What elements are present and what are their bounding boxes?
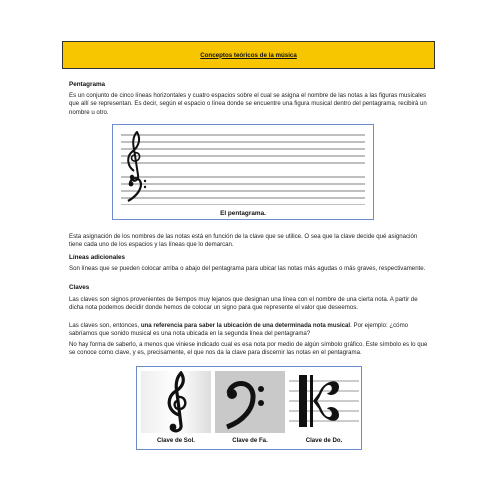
caption-bass-clef: Clave de Fa. [232, 437, 268, 444]
staff-figure [112, 124, 374, 220]
alto-clef-image [289, 371, 359, 433]
paragraph-claves-2-start: Las claves son, entonces, [69, 322, 141, 329]
paragraph-lineas-adicionales: Son líneas que se pueden colocar arriba o abajo del pentagrama para ubicar las notas más agudas o más graves, respectivamente. [69, 265, 426, 272]
alto-clef-icon [289, 371, 359, 433]
treble-clef-icon [141, 371, 211, 433]
heading-pentagrama: Pentagrama [69, 81, 106, 88]
heading-lineas-adicionales: Líneas adicionales [69, 254, 125, 261]
bass-clef-icon [128, 178, 146, 201]
paragraph-claves-2-bold: una referencia para saber la ubicación de una determinada nota musical [140, 322, 351, 329]
paragraph-claves-2-end: . Por ejemplo: ¿cómo sabríamos que sonido musical es una nota ubicada en la segunda línea del pentagrama? [69, 322, 409, 338]
staff-caption: El pentagrama. [220, 210, 266, 217]
paragraph-asignacion: Esta asignación de los nombres de las notas está en función de la clave que se utilice. O sea que la clave decide qué asignación tiene cada uno de los espacios y las líneas que lo demarcan. [69, 233, 418, 249]
treble-clef-icon [128, 132, 139, 181]
paragraph-claves-1: Las claves son signos provenientes de tiempos muy lejanos que designan una línea con el nombre de una cierta nota. A partir de dicha nota podemos decidir donde hemos de colocar un signo para que represente el valor que deseemos. [69, 296, 418, 312]
bass-clef-icon [215, 371, 285, 433]
bass-clef-image [215, 371, 285, 433]
caption-alto-clef: Clave de Do. [305, 437, 343, 444]
heading-claves: Claves [69, 284, 90, 291]
treble-clef-image [141, 371, 211, 433]
clefs-figure [136, 366, 362, 450]
paragraph-claves-3: No hay forma de saberlo, a menos que viniese indicado cual es esa nota por medio de algún símbolo gráfico. Este símbolo es lo que se conoce como clave, y es, precisamente, el que nos da la clave para discernir las notas en el pentagrama. [69, 341, 428, 357]
page-title: Conceptos teóricos de la música [200, 51, 297, 59]
caption-treble-clef: Clave de Sol. [157, 437, 195, 444]
staff-diagram [121, 131, 365, 205]
title-banner [62, 41, 435, 69]
paragraph-pentagrama: Es un conjunto de cinco líneas horizontales y cuatro espacios sobre el cual se asigna el nombre de las notas a las figuras musicales que allí se representan. Es decir, según el espacio o línea donde se encuentre una figura musical dentro del pentagrama, recibirá un nombre u otro. [69, 92, 427, 116]
paragraph-claves-2 [69, 322, 432, 339]
